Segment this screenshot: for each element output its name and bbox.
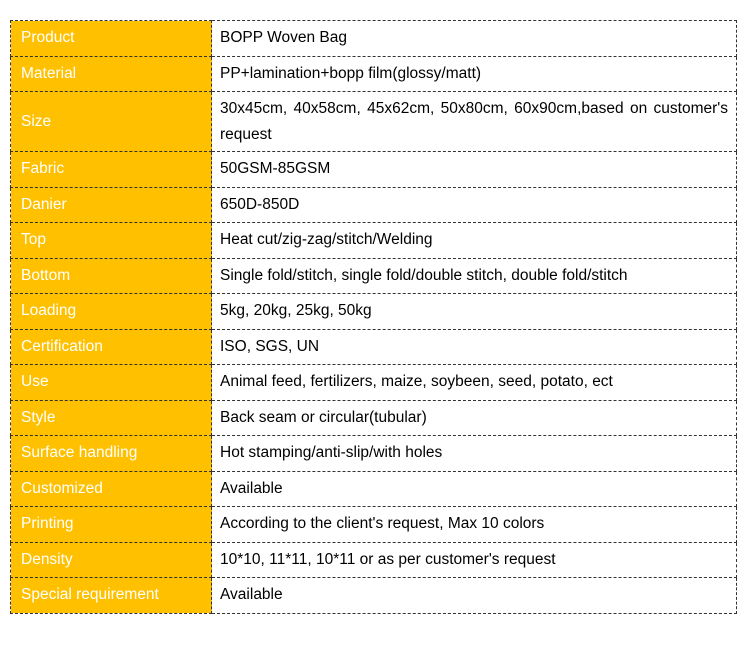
row-label: Fabric [11,152,212,188]
row-value: According to the client's request, Max 10 colors [212,507,737,543]
row-label: Customized [11,471,212,507]
table-row-fabric [11,152,737,188]
table-row-use [11,365,737,401]
table-row-top [11,223,737,259]
row-value: PP+lamination+bopp film(glossy/matt) [212,56,737,92]
row-label: Certification [11,329,212,365]
row-label: Special requirement [11,578,212,614]
row-value: Hot stamping/anti-slip/with holes [212,436,737,472]
table-row-size [11,92,737,152]
row-value: Single fold/stitch, single fold/double stitch, double fold/stitch [212,258,737,294]
product-spec-table [10,20,737,614]
table-row-printing [11,507,737,543]
row-label: Material [11,56,212,92]
row-label: Bottom [11,258,212,294]
table-row-loading [11,294,737,330]
table-row-product [11,21,737,57]
table-row-bottom [11,258,737,294]
row-value: 10*10, 11*11, 10*11 or as per customer's request [212,542,737,578]
row-value: ISO, SGS, UN [212,329,737,365]
table-row-danier [11,187,737,223]
row-value: 50GSM-85GSM [212,152,737,188]
row-label: Density [11,542,212,578]
row-value: Available [212,578,737,614]
row-label: Surface handling [11,436,212,472]
row-label: Loading [11,294,212,330]
row-value: 5kg, 20kg, 25kg, 50kg [212,294,737,330]
table-row-density [11,542,737,578]
row-label: Style [11,400,212,436]
row-value: Heat cut/zig-zag/stitch/Welding [212,223,737,259]
table-row-certification [11,329,737,365]
table-row-surface-handling [11,436,737,472]
table-row-customized [11,471,737,507]
row-value: Available [212,471,737,507]
row-value: 30x45cm, 40x58cm, 45x62cm, 50x80cm, 60x90cm,based on customer's request [212,92,737,152]
row-label: Use [11,365,212,401]
row-value: BOPP Woven Bag [212,21,737,57]
row-label: Size [11,92,212,152]
table-row-material [11,56,737,92]
row-value: Back seam or circular(tubular) [212,400,737,436]
table-row-style [11,400,737,436]
row-label: Product [11,21,212,57]
row-label: Danier [11,187,212,223]
row-value: 650D-850D [212,187,737,223]
row-value: Animal feed, fertilizers, maize, soybeen, seed, potato, ect [212,365,737,401]
row-label: Top [11,223,212,259]
row-label: Printing [11,507,212,543]
table-row-special-requirement [11,578,737,614]
